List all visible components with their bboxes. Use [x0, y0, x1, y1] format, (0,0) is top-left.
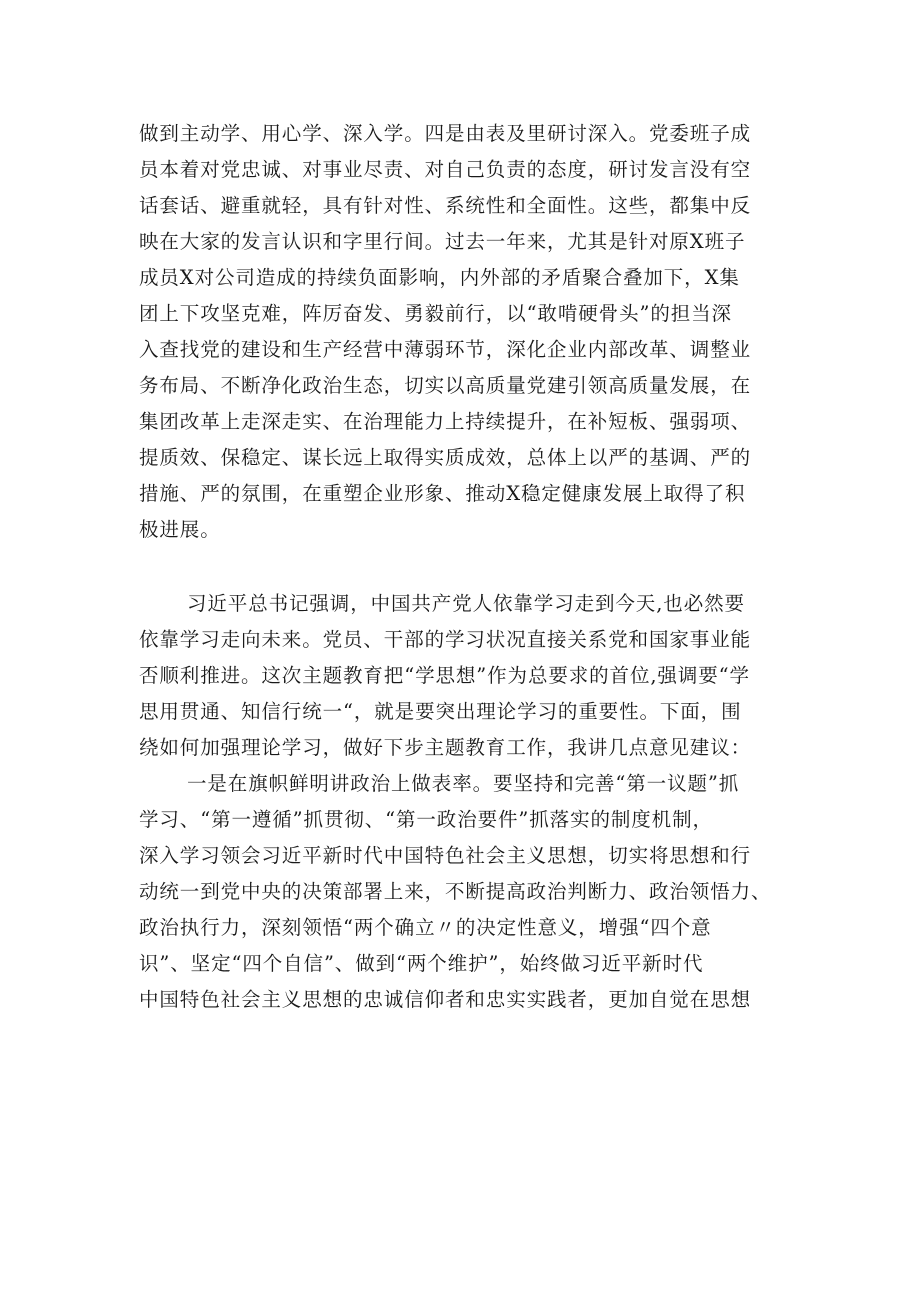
text-line: 入查找党的建设和生产经营中薄弱环节，深化企业内部改革、调整业 [139, 338, 752, 361]
text-line: 极进展。 [139, 518, 221, 541]
text-line: 一是在旗帜鲜明讲政治上做表率。要坚持和完善“第一议题”抓 [187, 772, 740, 795]
text-line: 深入学习领会习近平新时代中国特色社会主义思想，切实将思想和行 [139, 844, 752, 867]
text-line: 员本着对党忠诚、对事业尽责、对自己负责的态度，研讨发言没有空 [139, 158, 752, 181]
text-line: 做到主动学、用心学、深入学。四是由表及里研讨深入。党委班子成 [139, 122, 752, 145]
text-line: 集团改革上走深走实、在治理能力上持续提升，在补短板、强弱项、 [139, 410, 752, 433]
text-line: 中国特色社会主义思想的忠诚信仰者和忠实实践者，更加自觉在思想 [139, 988, 752, 1011]
text-line: 思用贯通、知信行统一“，就是要突出理论学习的重要性。下面，围 [139, 700, 742, 723]
text-line: 团上下攻坚克难，阵厉奋发、勇毅前行，以“敢啃硬骨头”的担当深 [139, 302, 732, 325]
text-line: 务布局、不断净化政治生态，切实以高质量党建引领高质量发展，在 [139, 374, 752, 397]
text-line: 识”、坚定“四个自信”、做到“两个维护”，始终做习近平新时代 [139, 952, 704, 975]
text-line: 政治执行力，深刻领悟“两个确立〃的决定性意义，增强“四个意 [139, 916, 712, 939]
text-line: 措施、严的氛围，在重塑企业形象、推动X稳定健康发展上取得了积 [139, 482, 746, 505]
text-line: 提质效、保稳定、谋长远上取得实质成效，总体上以严的基调、严的 [139, 446, 752, 469]
text-line: 成员X对公司造成的持续负面影响，内外部的矛盾聚合叠加下，X集 [139, 266, 740, 289]
text-line: 绕如何加强理论学习，做好下步主题教育工作，我讲几点意见建议： [139, 736, 752, 759]
text-line: 依靠学习走向未来。党员、干部的学习状况直接关系党和国家事业能 [139, 628, 752, 651]
text-line: 学习、“第一遵循”抓贯彻、“第一政治要件”抓落实的制度机制， [139, 808, 713, 831]
text-line: 话套话、避重就轻，具有针对性、系统性和全面性。这些，都集中反 [139, 194, 752, 217]
text-line: 映在大家的发言认识和字里行间。过去一年来，尤其是针对原X班子 [139, 230, 746, 253]
text-line: 动统一到党中央的决策部署上来，不断提高政治判断力、政治领悟力、 [139, 880, 772, 903]
text-line: 习近平总书记强调，中国共产党人依靠学习走到今天,也必然要 [187, 592, 745, 615]
text-line: 否顺利推进。这次主题教育把“学思想”作为总要求的首位,强调要“学 [139, 664, 750, 687]
